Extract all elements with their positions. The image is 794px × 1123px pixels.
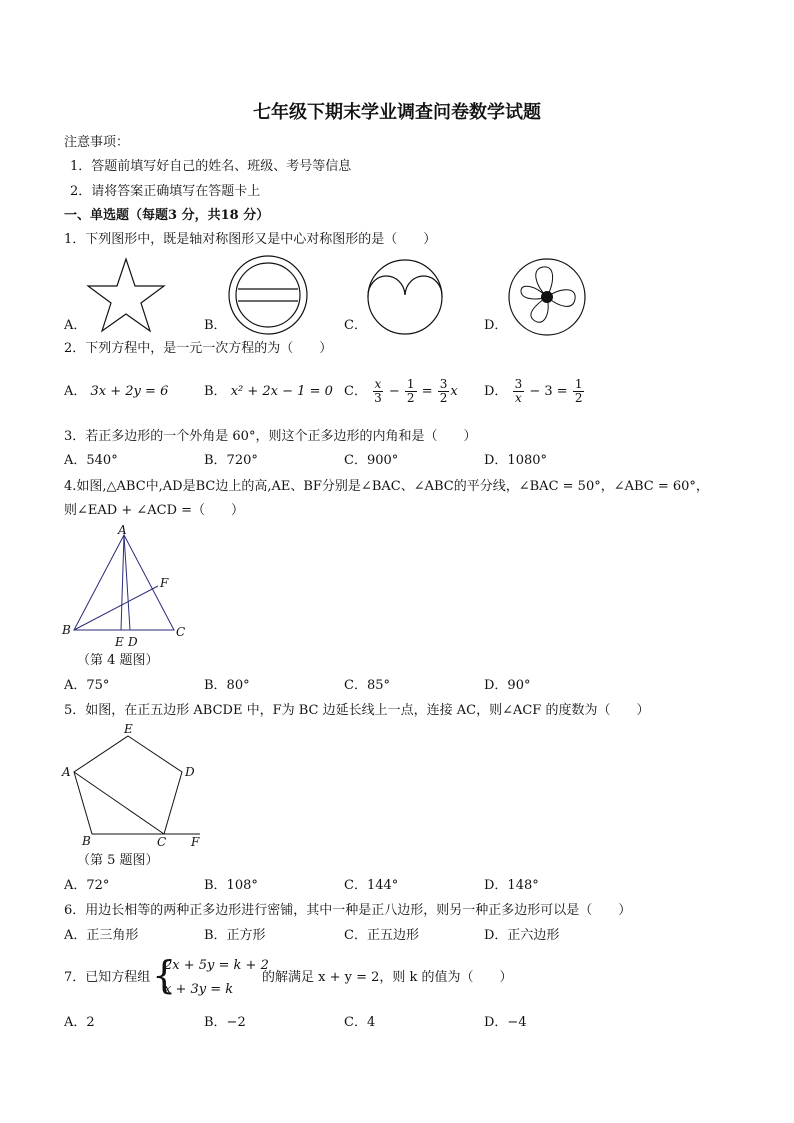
q2-d-f2-den: 2 [574,391,583,405]
q4-stem-line2: 则∠EAD + ∠ACD =（ ） [64,503,245,518]
pinwheel-figure [505,255,589,339]
notice-item-1: 1．答题前填写好自己的姓名、班级、考号等信息 [70,159,352,174]
q2-c-f2-den: 2 [406,391,415,405]
q4-caption: （第 4 题图） [77,653,159,668]
section-heading: 一、单选题（每题3 分，共18 分） [64,208,270,223]
q2-option-a [64,384,168,400]
q2-d-f2-num: 1 [574,377,583,391]
q7-option-d: D．−4 [484,1015,527,1030]
q6-option-a: A．正三角形 [64,928,139,943]
q5-label-D: D [185,765,195,779]
q5-option-a: A．72° [64,878,110,893]
q4-option-a: A．75° [64,678,110,693]
q5-stem: 5．如图，在正五边形 ABCDE 中，F为 BC 边延长线上一点，连接 AC，则∠ACF 的度数为（ ） [64,703,650,718]
q2-label-a: A． [64,384,87,399]
q3-option-d: D．1080° [484,453,548,468]
q2-c-f1-den: 3 [374,391,382,405]
q2-expr-a: 3x + 2y = 6 [90,384,169,399]
q2-d-f1-den: x [515,391,522,405]
q5-label-A: A [62,765,71,779]
q7-prefix: 7．已知方程组 [64,970,151,985]
q2-option-d [484,376,585,408]
q2-d-mid: − 3 = [529,384,568,399]
q2-label-c: C． [344,384,367,399]
q6-option-c: C．正五边形 [344,928,419,943]
star-figure [84,255,168,335]
pentagon-figure [60,722,210,850]
q2-label-b: B． [204,384,227,399]
q4-label-C: C [176,625,186,639]
q4-option-c: C．85° [344,678,390,693]
q4-option-b: B．80° [204,678,250,693]
q6-option-b: B．正方形 [204,928,266,943]
q3-option-b: B．720° [204,453,258,468]
q2-c-f1-num: x [374,377,382,391]
q6-option-d: D．正六边形 [484,928,560,943]
q2-expr-b: x² + 2x − 1 = 0 [230,384,333,399]
circle-bars-figure [226,253,310,337]
q6-stem: 6．用边长相等的两种正多边形进行密铺，其中一种是正八边形，则另一种正多边形可以是（ ） [64,903,632,918]
heart-circle-figure [365,257,445,337]
q2-c-tail: x [450,384,458,399]
q7-option-c: C．4 [344,1015,376,1030]
q2-option-c [344,376,458,408]
q3-option-a: A．540° [64,453,118,468]
q4-stem-line1: 4.如图,△ABC中,AD是BC边上的高,AE、BF分别是∠BAC、∠ABC的平分线，∠BAC = 50°，∠ABC = 60°， [64,479,709,494]
q5-option-d: D．148° [484,878,539,893]
q7-suffix: 的解满足 x + y = 2，则 k 的值为（ ） [262,970,513,985]
q7-option-a: A．2 [64,1015,95,1030]
q4-label-D: D [128,635,138,649]
q7-brace: { [152,953,177,997]
q5-option-c: C．144° [344,878,399,893]
q5-label-E: E [124,722,133,736]
q3-option-c: C．900° [344,453,399,468]
q2-c-f3-num: 3 [439,377,448,391]
q4-option-d: D．90° [484,678,531,693]
q3-stem: 3．若正多边形的一个外角是 60°，则这个正多边形的内角和是（ ） [64,429,477,444]
q2-label-d: D． [484,384,508,399]
notice-heading: 注意事项： [64,135,130,150]
q1-option-d: D． [484,318,508,333]
q4-label-E: E [115,635,124,649]
q5-caption: （第 5 题图） [77,853,159,868]
q7-option-b: B．−2 [204,1015,246,1030]
q7-eq1: 2x + 5y = k + 2 [164,958,269,973]
q2-c-minus: − [388,384,400,399]
q5-label-C: C [157,835,167,849]
notice-item-2: 2．请将答案正确填写在答题卡上 [70,184,261,199]
q1-option-c: C． [344,318,367,333]
q2-option-b [204,384,333,400]
q2-c-eq: = [421,384,433,399]
q1-option-b: B． [204,318,227,333]
q2-c-f2-num: 1 [406,377,415,391]
q7-eq2: x + 3y = k [164,982,234,997]
q5-label-F: F [191,835,200,849]
q5-option-b: B．108° [204,878,258,893]
q4-label-F: F [160,576,169,590]
q2-d-f1-num: 3 [514,377,523,391]
q4-label-A: A [118,523,127,537]
q5-label-B: B [82,834,91,848]
q4-label-B: B [62,623,71,637]
q1-option-a: A． [64,318,87,333]
page-title: 七年级下期末学业调查问卷数学试题 [253,102,541,123]
q2-stem: 2．下列方程中，是一元一次方程的为（ ） [64,341,333,356]
triangle-figure [60,522,200,652]
q1-stem: 1．下列图形中，既是轴对称图形又是中心对称图形的是（ ） [64,232,437,247]
q2-c-f3-den: 2 [439,391,448,405]
